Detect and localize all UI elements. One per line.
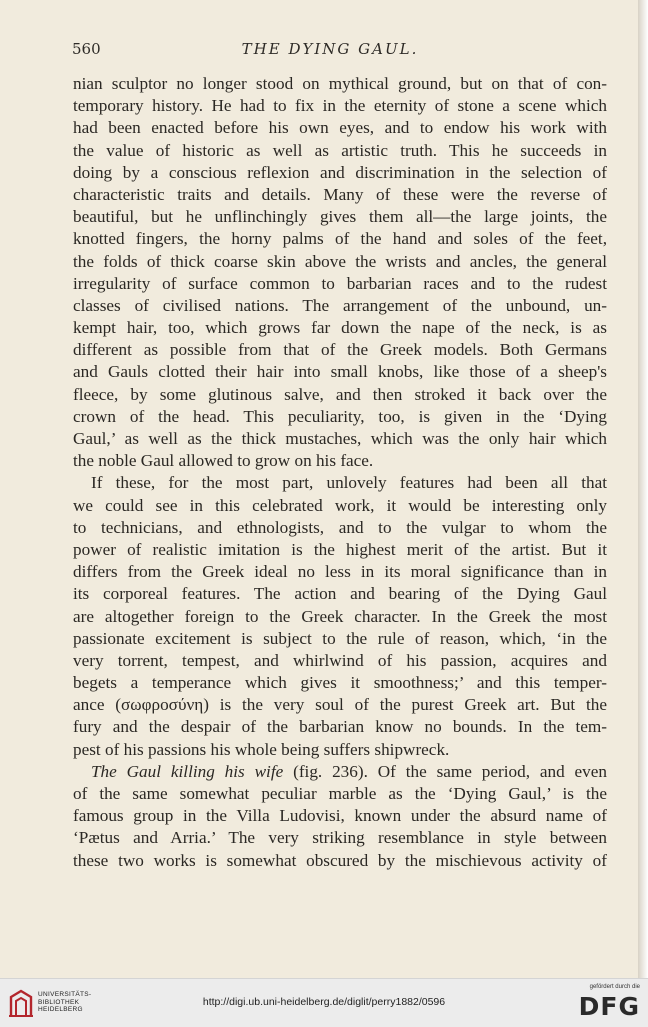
text-line: its corporeal features. The action and bearing of the Dying Gaul	[73, 584, 607, 604]
text-line: these two works is somewhat obscured by the mischievous activity of	[73, 850, 607, 870]
text-line: we could see in this celebrated work, it would be interesting only	[73, 495, 607, 515]
text-line: the folds of thick coarse skin above the wrists and ancles, the general	[73, 251, 607, 271]
text-line: fleece, by some glutinous salve, and then stroked it back over the	[73, 384, 607, 404]
section-title-italic: The Gaul killing his wife	[91, 761, 284, 781]
running-title: THE DYING GAUL.	[241, 40, 419, 58]
running-head	[72, 40, 608, 62]
text-line: to technicians, and ethnologists, and to the vulgar to whom the	[73, 517, 607, 537]
source-url-link[interactable]: http://digi.ub.uni-heidelberg.de/diglit/perry1882/0596	[202, 996, 446, 1008]
text-line: passionate excitement is subject to the rule of reason, which, ‘in the	[73, 628, 607, 648]
text-line: are altogether foreign to the Greek character. In the Greek the most	[73, 606, 607, 626]
text-line: crown of the head. This peculiarity, too, is given in the ‘Dying	[73, 406, 607, 426]
text-line: and Gauls clotted their hair into small knobs, like those of a sheep's	[73, 362, 607, 382]
text-line: different as possible from that of the Greek models. Both Germans	[73, 340, 607, 360]
digitization-footer	[0, 978, 648, 1027]
paragraph-start-line: If these, for the most part, unlovely features had been all that	[91, 473, 607, 493]
text-line: famous group in the Villa Ludovisi, known under the absurd name of	[73, 806, 607, 826]
text-line: begets a temperance which gives it smoothness;’ and this temper-	[73, 673, 607, 693]
body-text	[73, 73, 607, 872]
text-line: characteristic traits and details. Many of these were the reverse of	[73, 184, 607, 204]
text-line: temporary history. He had to fix in the eternity of stone a scene which	[73, 96, 607, 116]
text-line: ‘Pætus and Arria.’ The very striking resemblance in style between	[73, 828, 607, 848]
text-line: beautiful, but he unflinchingly gives them all—the large joints, the	[73, 207, 607, 227]
text-line: very torrent, tempest, and whirlwind of his passion, acquires and	[73, 650, 607, 670]
text-line: pest of his passions his whole being suffers shipwreck.	[73, 739, 450, 759]
text-line: the value of historic as well as artistic truth. This he succeeds in	[73, 140, 607, 160]
text-line: kempt hair, too, which grows far down the nape of the neck, is as	[73, 318, 607, 338]
text-line: knotted fingers, the horny palms of the hand and soles of the feet,	[73, 229, 607, 249]
library-name: UNIVERSITÄTS- BIBLIOTHEK HEIDELBERG	[38, 991, 92, 1013]
page-edge-shadow	[638, 0, 648, 978]
section-title-continuation: (fig. 236). Of the same period, and even	[283, 761, 607, 781]
text-line: of the same somewhat peculiar marble as the ‘Dying Gaul,’ is the	[73, 784, 607, 803]
text-line: the noble Gaul allowed to grow on his face.	[73, 451, 374, 471]
text-line: nian sculptor no longer stood on mythical ground, but on that of con-	[73, 74, 607, 93]
paragraph-start-line	[73, 761, 607, 783]
text-line: differs from the Greek ideal no less in its moral significance than in	[73, 562, 607, 582]
text-line: ance (σωφροσύνη) is the very soul of the purest Greek art. But the	[73, 695, 607, 715]
text-line: had been enacted before his own eyes, and to endow his work with	[73, 118, 607, 138]
funding-caption: gefördert durch die	[589, 984, 640, 990]
text-line: classes of civilised nations. The arrangement of the unbound, un-	[73, 295, 607, 315]
dfg-logo: DFG	[578, 992, 640, 1021]
text-line: irregularity of surface common to barbarian races and to the rudest	[73, 273, 607, 293]
text-line: power of realistic imitation is the highest merit of the artist. But it	[73, 539, 607, 559]
text-line: fury and the despair of the barbarian know no bounds. In the tem-	[73, 717, 607, 737]
page-number: 560	[72, 40, 101, 58]
text-line: doing by a conscious reflexion and discrimination in the selection of	[73, 162, 607, 182]
text-line: Gaul,’ as well as the thick mustaches, which was the only hair which	[73, 429, 607, 448]
